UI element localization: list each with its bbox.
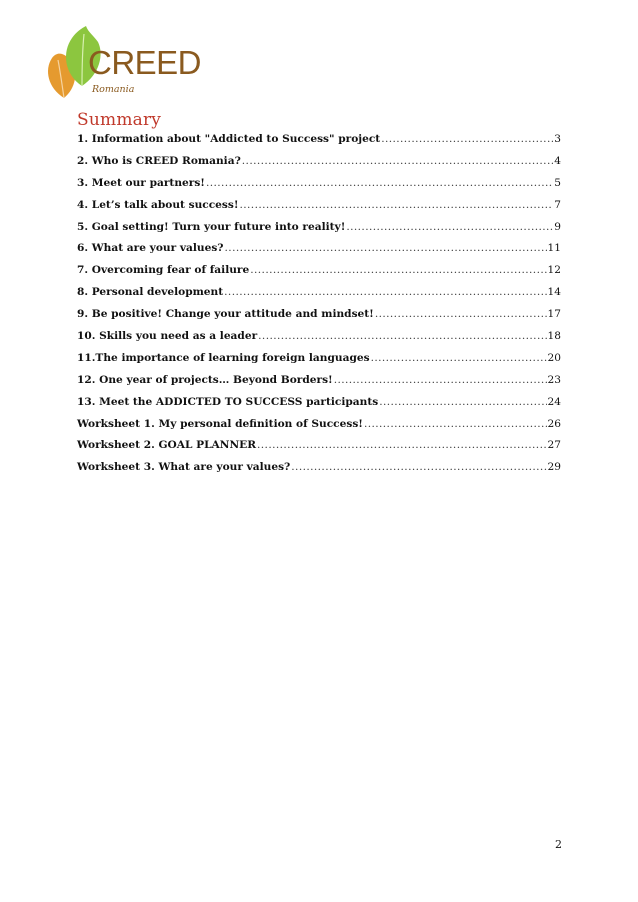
toc-entry[interactable]: [77, 461, 561, 483]
toc-entry-page: 7: [554, 198, 561, 211]
toc-entry[interactable]: [77, 199, 561, 221]
toc-dot-leader: [375, 308, 547, 320]
toc-entry-label: 13. Meet the ADDICTED TO SUCCESS participants: [77, 395, 379, 408]
toc-entry-page: 9: [554, 220, 561, 233]
toc-entry-label: 8. Personal development: [77, 286, 224, 299]
toc-dot-leader: [242, 155, 553, 167]
toc-dot-leader: [364, 418, 547, 430]
toc-entry-page: 5: [554, 176, 561, 189]
toc-dot-leader: [257, 439, 547, 451]
toc-entry[interactable]: [77, 264, 561, 286]
toc-entry-label: 6. What are your values?: [77, 242, 224, 255]
toc-entry[interactable]: [77, 352, 561, 374]
toc-entry-label: 9. Be positive! Change your attitude and mindset!: [77, 308, 374, 321]
page-number: 2: [555, 838, 562, 851]
toc-entry[interactable]: [77, 177, 561, 199]
toc-entry[interactable]: [77, 308, 561, 330]
toc-entry-label: 1. Information about "Addicted to Success" project: [77, 133, 381, 145]
toc-entry-page: 14: [547, 286, 561, 299]
toc-entry[interactable]: [77, 418, 561, 440]
toc-dot-leader: [291, 461, 546, 473]
toc-entry-page: 11: [547, 242, 561, 255]
toc-entry-page: 3: [554, 133, 561, 145]
toc-dot-leader: [250, 264, 546, 276]
toc-entry[interactable]: [77, 133, 561, 155]
logo-brand-text: CREED: [88, 44, 202, 81]
toc-entry-page: 18: [547, 330, 561, 343]
toc-dot-leader: [206, 177, 553, 189]
toc-entry-page: 24: [547, 395, 561, 408]
creed-romania-logo: [42, 24, 202, 100]
toc-dot-leader: [334, 374, 547, 386]
logo-sub-text: Romania: [92, 84, 135, 95]
toc-entry[interactable]: [77, 439, 561, 461]
toc-dot-leader: [346, 221, 553, 233]
leaf-logo-icon: [42, 24, 202, 100]
toc-entry-label: 11.The importance of learning foreign languages: [77, 351, 370, 364]
toc-entry-page: 29: [547, 461, 561, 474]
toc-dot-leader: [240, 199, 554, 211]
toc-entry-page: 20: [547, 351, 561, 364]
toc-entry-page: 12: [547, 264, 561, 277]
summary-title: Summary: [77, 110, 162, 130]
toc-dot-leader: [381, 133, 553, 145]
toc-dot-leader: [224, 286, 546, 298]
toc-entry-label: Worksheet 3. What are your values?: [77, 461, 291, 474]
toc-entry-label: Worksheet 2. GOAL PLANNER: [77, 439, 257, 452]
toc-entry-label: Worksheet 1. My personal definition of Success!: [77, 417, 363, 430]
toc-entry-page: 17: [547, 308, 561, 321]
toc-entry-label: 3. Meet our partners!: [77, 176, 205, 189]
toc-entry[interactable]: [77, 155, 561, 177]
toc-entry-page: 27: [547, 439, 561, 452]
table-of-contents: [77, 133, 561, 483]
toc-entry[interactable]: [77, 286, 561, 308]
toc-entry-label: 2. Who is CREED Romania?: [77, 154, 241, 167]
toc-entry-page: 26: [547, 417, 561, 430]
toc-entry-page: 23: [547, 373, 561, 386]
toc-entry-label: 10. Skills you need as a leader: [77, 330, 258, 343]
toc-entry-page: 4: [554, 154, 561, 167]
toc-entry-label: 7. Overcoming fear of failure: [77, 264, 250, 277]
toc-dot-leader: [379, 396, 546, 408]
toc-entry[interactable]: [77, 374, 561, 396]
toc-dot-leader: [225, 242, 547, 254]
toc-entry-label: 12. One year of projects… Beyond Borders!: [77, 373, 333, 386]
toc-dot-leader: [371, 352, 547, 364]
toc-dot-leader: [258, 330, 546, 342]
toc-entry-label: 4. Let’s talk about success!: [77, 198, 239, 211]
toc-entry[interactable]: [77, 396, 561, 418]
toc-entry[interactable]: [77, 330, 561, 352]
toc-entry[interactable]: [77, 221, 561, 243]
toc-entry[interactable]: [77, 242, 561, 264]
toc-entry-label: 5. Goal setting! Turn your future into reality!: [77, 220, 346, 233]
